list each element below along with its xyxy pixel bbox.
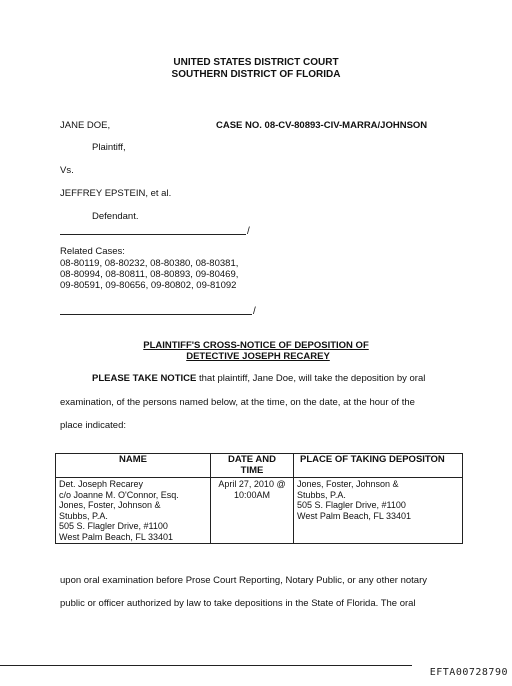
case-number: CASE NO. 08-CV-80893-CIV-MARRA/JOHNSON: [216, 120, 428, 131]
name-line: West Palm Beach, FL 33401: [59, 531, 174, 542]
place-line: Stubbs, P.A.: [297, 489, 346, 500]
name-line: c/o Joanne M. O'Connor, Esq.: [59, 489, 179, 500]
defendant-name: JEFFREY EPSTEIN, et al.: [60, 188, 172, 199]
related-cases-line: 08-80119, 08-80232, 08-80380, 08-80381,: [60, 258, 239, 269]
header-name: NAME: [56, 454, 211, 478]
footer-rule: [0, 665, 412, 666]
name-line: Stubbs, P.A.: [59, 510, 108, 521]
name-cell: [56, 478, 211, 544]
defendant-role: Defendant.: [92, 211, 139, 222]
caption-rule-2: [60, 314, 252, 315]
versus-label: Vs.: [60, 165, 74, 176]
caption-slash-1: /: [247, 226, 250, 237]
header-date-time: [211, 454, 294, 478]
notice-paragraph-line1: [92, 373, 425, 384]
place-cell: [294, 478, 463, 544]
body-line-after-2: public or officer authorized by law to take depositions in the State of Florida. The oral: [60, 598, 416, 609]
plaintiff-role: Plaintiff,: [92, 142, 126, 153]
body-line-after-1: upon oral examination before Prose Court Reporting, Notary Public, or any other notary: [60, 575, 428, 586]
related-cases-line: 09-80591, 09-80656, 09-80802, 09-81092: [60, 280, 237, 291]
document-title-line1: [0, 340, 512, 351]
caption-slash-2: /: [253, 306, 256, 317]
caption-rule-1: [60, 234, 246, 235]
name-line: Det. Joseph Recarey: [59, 479, 144, 489]
time-line: 10:00AM: [233, 489, 271, 500]
document-title-line2: [0, 351, 512, 362]
notice-paragraph-line2: examination, of the persons named below, at the time, on the date, at the hour of the: [60, 397, 415, 408]
deposition-table: [55, 453, 463, 544]
date-line: April 27, 2010 @: [218, 479, 286, 489]
name-line: 505 S. Flagler Drive, #1100: [59, 521, 168, 531]
bates-number: EFTA00728790: [429, 667, 508, 678]
notice-bold: PLEASE TAKE NOTICE: [92, 373, 197, 384]
court-district-line2: SOUTHERN DISTRICT OF FLORIDA: [171, 69, 341, 80]
place-line: Jones, Foster, Johnson &: [297, 479, 399, 489]
name-line: Jones, Foster, Johnson &: [59, 500, 161, 510]
header-place: PLACE OF TAKING DEPOSITON: [294, 454, 463, 478]
table-row: [56, 478, 463, 544]
related-cases-label: Related Cases:: [60, 246, 125, 257]
plaintiff-name: JANE DOE,: [60, 120, 111, 131]
title-text-2: DETECTIVE JOSEPH RECAREY: [186, 351, 330, 362]
related-cases-line: 08-80994, 08-80811, 08-80893, 09-80469,: [60, 269, 239, 280]
notice-rest: that plaintiff, Jane Doe, will take the deposition by oral: [196, 373, 426, 384]
date-cell: [211, 478, 294, 544]
court-name-line1: UNITED STATES DISTRICT COURT: [173, 57, 339, 68]
place-line: 505 S. Flagler Drive, #1100: [297, 500, 406, 510]
title-text-1: PLAINTIFF'S CROSS-NOTICE OF DEPOSITION OF: [143, 340, 369, 351]
notice-paragraph-line3: place indicated:: [60, 420, 127, 431]
header-date: DATE AND: [227, 454, 277, 465]
header-time: TIME: [240, 464, 264, 476]
place-line: West Palm Beach, FL 33401: [297, 510, 412, 521]
